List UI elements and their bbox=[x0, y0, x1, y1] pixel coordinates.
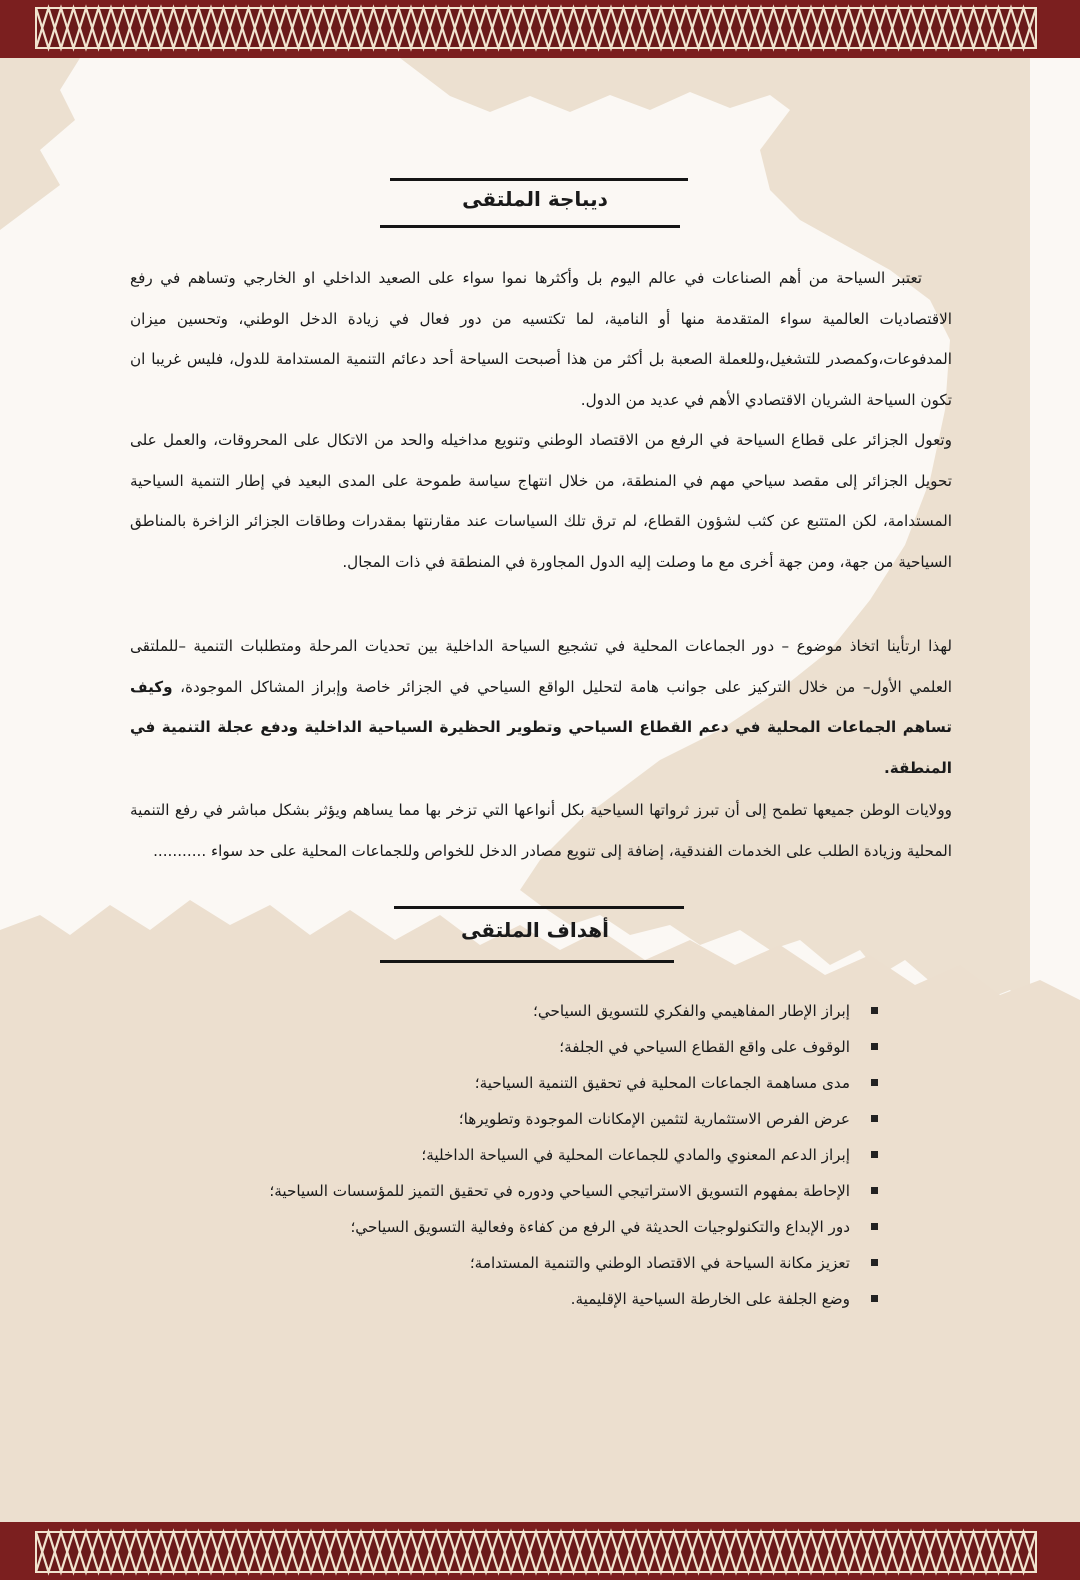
paragraph-text: وتعول الجزائر على قطاع السياحة في الرفع من الاقتصاد الوطني وتنويع مداخيله والحد من الاتكال على المحروقات، والعمل على تحويل الجزائر إلى مقصد سياحي مهم في المنطقة، من خلال انتهاج سياسة طموحة على المدى البعيد في إطار التنمية السياحية المستدامة، لكن المتتبع عن كثب لشؤون القطاع، لم ترق تلك السياسات عند مقارنتها بمقدرات وطاقات الجزائر الزاخرة بالمناطق السياحية من جهة، ومن جهة أخرى مع ما وصلت إليه الدول المجاورة في المنطقة في ذات المجال. bbox=[130, 431, 952, 571]
goal-item bbox=[200, 1173, 880, 1209]
goal-item bbox=[200, 1065, 880, 1101]
goal-item bbox=[200, 1137, 880, 1173]
preamble-paragraph-3 bbox=[130, 626, 952, 788]
goal-text: دور الإبداع والتكنولوجيات الحديثة في الرفع من كفاءة وفعالية التسويق السياحي؛ bbox=[350, 1218, 850, 1236]
bullet-icon bbox=[871, 1151, 878, 1158]
goal-text: مدى مساهمة الجماعات المحلية في تحقيق التنمية السياحية؛ bbox=[474, 1074, 850, 1092]
bullet-icon bbox=[871, 1007, 878, 1014]
paragraph-text: وولايات الوطن جميعها تطمح إلى أن تبرز ثرواتها السياحية بكل أنواعها التي تزخر بها مما يساهم ويؤثر بشكل مباشر في رفع التنمية المحلية وزيادة الطلب على الخدمات الفندقية، إضافة إلى تنويع مصادر الدخل للخواص وللجماعات المحلية على حد سواء ........... bbox=[130, 801, 952, 860]
goals-list bbox=[200, 993, 880, 1317]
goal-item bbox=[200, 1209, 880, 1245]
bullet-icon bbox=[871, 1223, 878, 1230]
bullet-icon bbox=[871, 1079, 878, 1086]
bullet-icon bbox=[871, 1259, 878, 1266]
goal-item bbox=[200, 1245, 880, 1281]
bullet-icon bbox=[871, 1043, 878, 1050]
goal-item bbox=[200, 993, 880, 1029]
preamble-title: ديباجة الملتقى bbox=[462, 187, 608, 211]
goals-heading bbox=[380, 900, 690, 968]
goal-text: الوقوف على واقع القطاع السياحي في الجلفة؛ bbox=[559, 1038, 850, 1056]
goal-text: عرض الفرص الاستثمارية لتثمين الإمكانات الموجودة وتطويرها؛ bbox=[458, 1110, 850, 1128]
preamble-paragraph-1 bbox=[130, 258, 952, 420]
preamble-paragraph-2 bbox=[130, 420, 952, 582]
goal-item bbox=[200, 1029, 880, 1065]
heading-rule-top bbox=[390, 178, 688, 181]
goal-item bbox=[200, 1281, 880, 1317]
bullet-icon bbox=[871, 1115, 878, 1122]
goal-text: تعزيز مكانة السياحة في الاقتصاد الوطني والتنمية المستدامة؛ bbox=[469, 1254, 850, 1272]
paragraph-text: لهذا ارتأينا اتخاذ موضوع – دور الجماعات المحلية في تشجيع السياحة الداخلية بين تحديات المرحلة ومتطلبات التنمية –للملتقى العلمي الأول– من خلال التركيز على جوانب هامة لتحليل الواقع السياحي في الجزائر خاصة وإبراز المشاكل الموجودة، bbox=[130, 637, 952, 696]
preamble-paragraph-4 bbox=[130, 790, 952, 871]
bullet-icon bbox=[871, 1295, 878, 1302]
paragraph-bold-text: وكيف تساهم الجماعات المحلية في دعم القطاع السياحي وتطوير الحظيرة السياحية الداخلية ودفع عجلة التنمية في المنطقة. bbox=[130, 677, 952, 777]
goals-title: أهداف الملتقى bbox=[460, 918, 610, 942]
goal-text: الإحاطة بمفهوم التسويق الاستراتيجي السياحي ودوره في تحقيق التميز للمؤسسات السياحية؛ bbox=[269, 1182, 850, 1200]
goal-text: إبراز الإطار المفاهيمي والفكري للتسويق السياحي؛ bbox=[533, 1002, 850, 1020]
heading-rule-top bbox=[394, 906, 684, 909]
preamble-heading bbox=[380, 170, 690, 232]
heading-rule-bottom bbox=[380, 960, 674, 963]
goal-item bbox=[200, 1101, 880, 1137]
heading-rule-bottom bbox=[380, 225, 680, 228]
bullet-icon bbox=[871, 1187, 878, 1194]
goal-text: إبراز الدعم المعنوي والمادي للجماعات المحلية في السياحة الداخلية؛ bbox=[421, 1146, 850, 1164]
paragraph-text: تعتبر السياحة من أهم الصناعات في عالم اليوم بل وأكثرها نموا سواء على الصعيد الداخلي او الخارجي وتساهم في رفع الاقتصاديات العالمية سواء المتقدمة منها أو النامية، لما تكتسيه من دور فعال في زيادة الدخل الوطني، وتحسين ميزان المدفوعات،وكمصدر للتشغيل،وللعملة الصعبة بل أكثر من هذا أصبحت السياحة أحد دعائم التنمية المستدامة للدول، فليس غريبا ان تكون السياحة الشريان الاقتصادي الأهم في عديد من الدول. bbox=[130, 269, 952, 409]
goal-text: وضع الجلفة على الخارطة السياحية الإقليمية. bbox=[570, 1290, 850, 1308]
